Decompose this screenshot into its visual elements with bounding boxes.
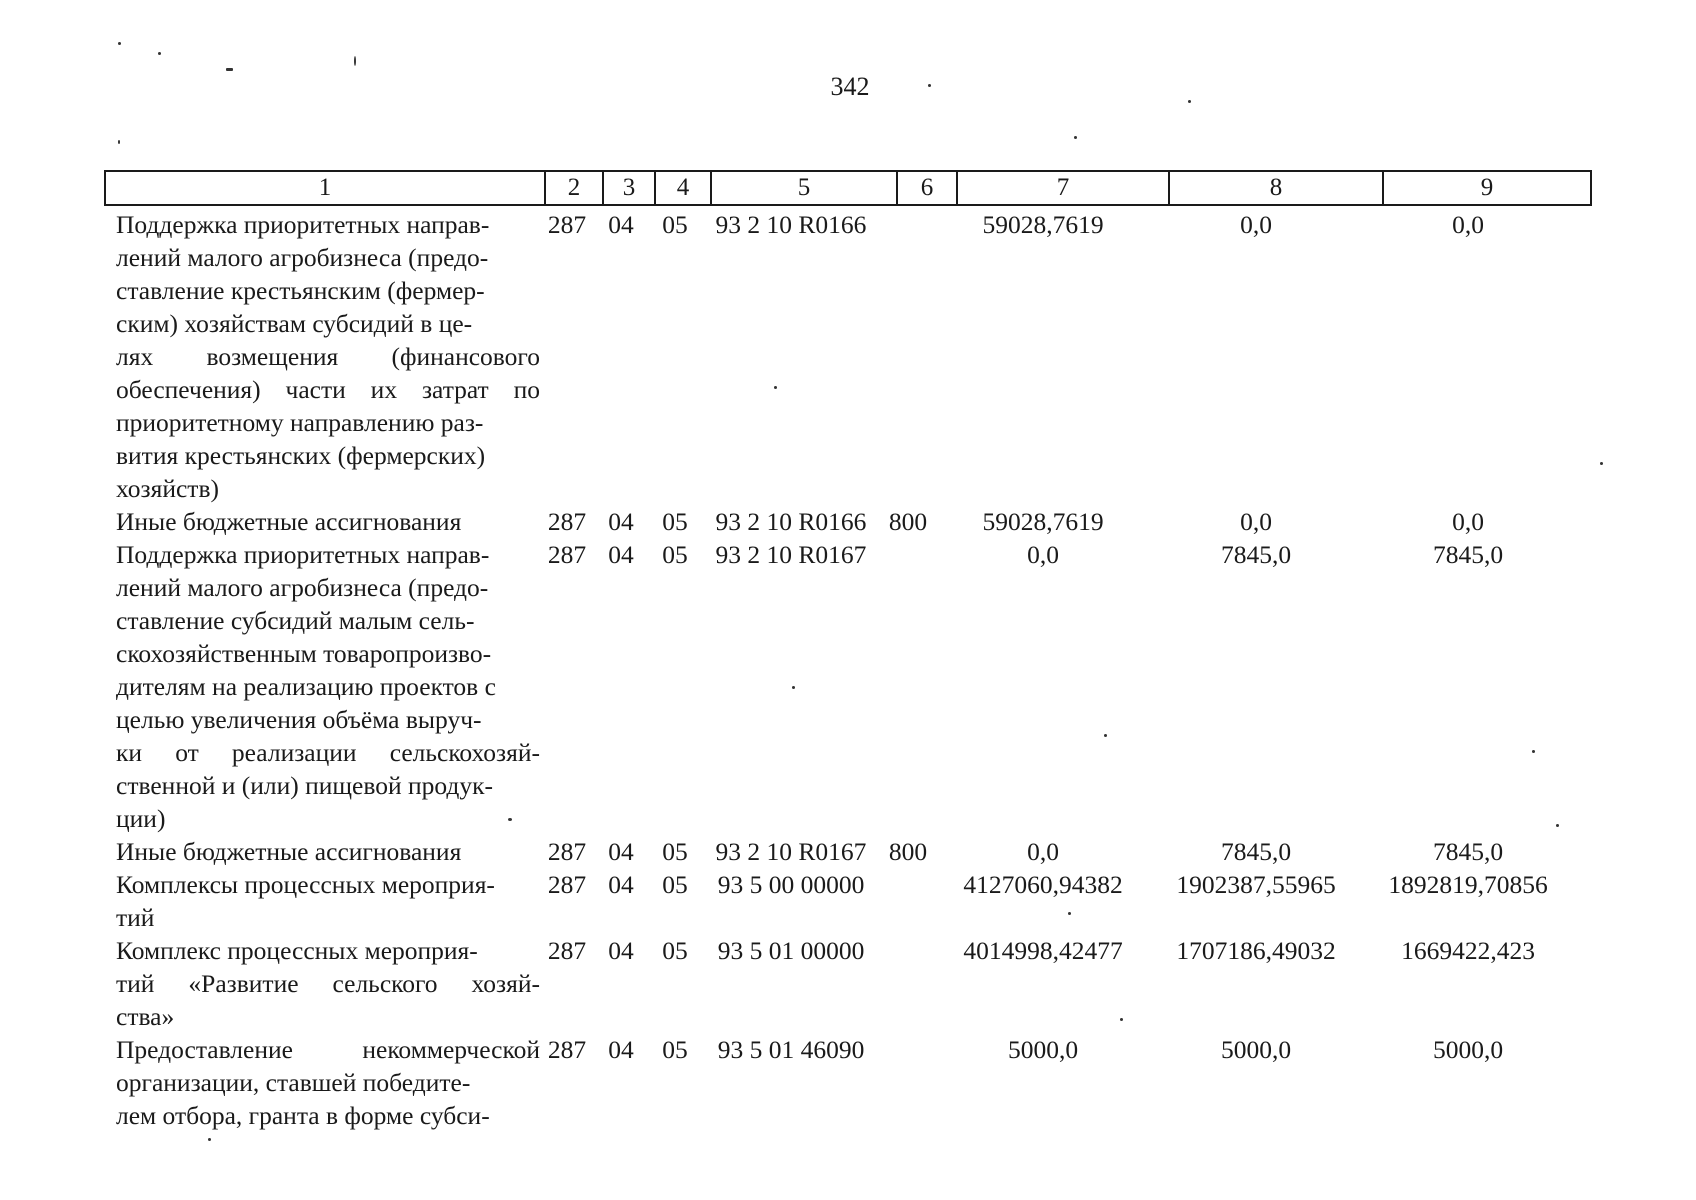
column-header-row	[105, 171, 1591, 205]
description-line: ки от реализации сельскохозяй-	[116, 738, 540, 767]
column-header: 9	[1383, 171, 1591, 205]
description-line: лях возмещения (финансового	[116, 342, 540, 371]
row-description	[116, 505, 540, 538]
cell-amount-col9: 7845,0	[1432, 837, 1504, 866]
column-header: 5	[711, 171, 897, 205]
description-line: ставление крестьянским (фермер-	[116, 276, 485, 305]
cell-target-article: 93 5 00 00000	[717, 870, 865, 899]
cell-amount-col8: 5000,0	[1220, 1035, 1292, 1064]
description-line: ставление субсидий малым сель-	[116, 606, 475, 635]
cell-expense-type: 800	[888, 837, 928, 866]
description-line: целью увеличения объёма выруч-	[116, 705, 482, 734]
row-description	[116, 868, 540, 934]
description-line: Поддержка приоритетных направ-	[116, 540, 490, 569]
cell-amount-col7: 59028,7619	[982, 507, 1104, 536]
cell-section: 04	[608, 837, 634, 866]
description-line: вития крестьянских (фермерских)	[116, 441, 486, 470]
cell-admin-code: 287	[547, 540, 587, 569]
cell-target-article: 93 2 10 R0166	[715, 210, 867, 239]
description-line: лений малого агробизнеса (предо-	[116, 243, 489, 272]
scan-speck	[1074, 136, 1077, 139]
description-line: Комплексы процессных мероприя-	[116, 870, 495, 899]
description-line: ским) хозяйствам субсидий в це-	[116, 309, 473, 338]
cell-target-article: 93 5 01 46090	[717, 1035, 865, 1064]
cell-amount-col9: 1892819,70856	[1388, 870, 1548, 899]
table-row	[116, 208, 1606, 505]
column-header: 4	[655, 171, 711, 205]
table-row	[116, 505, 1606, 538]
description-line: тий «Развитие сельского хозяй-	[116, 969, 540, 998]
cell-amount-col7: 4014998,42477	[963, 936, 1123, 965]
cell-expense-type: 800	[888, 507, 928, 536]
page-number: 342	[830, 72, 870, 101]
scan-speck	[118, 140, 120, 144]
cell-amount-col7: 59028,7619	[982, 210, 1104, 239]
description-line: приоритетному направлению раз-	[116, 408, 484, 437]
cell-amount-col8: 1902387,55965	[1176, 870, 1336, 899]
table-row	[116, 1033, 1606, 1132]
table-row	[116, 868, 1606, 934]
description-line: Иные бюджетные ассигнования	[116, 837, 462, 866]
cell-subsection: 05	[662, 540, 688, 569]
cell-amount-col8: 7845,0	[1220, 540, 1292, 569]
cell-admin-code: 287	[547, 870, 587, 899]
cell-subsection: 05	[662, 870, 688, 899]
description-line: лений малого агробизнеса (предо-	[116, 573, 489, 602]
cell-target-article: 93 2 10 R0167	[715, 540, 867, 569]
cell-amount-col9: 0,0	[1452, 507, 1484, 536]
description-line: Поддержка приоритетных направ-	[116, 210, 490, 239]
cell-amount-col8: 0,0	[1240, 210, 1272, 239]
scan-speck	[208, 1138, 211, 1141]
cell-amount-col8: 7845,0	[1220, 837, 1292, 866]
table-row	[116, 835, 1606, 868]
column-header: 3	[603, 171, 655, 205]
cell-section: 04	[608, 540, 634, 569]
description-line: обеспечения) части их затрат по	[116, 375, 540, 404]
cell-amount-col9: 0,0	[1452, 210, 1484, 239]
row-description	[116, 1033, 540, 1132]
cell-target-article: 93 2 10 R0166	[715, 507, 867, 536]
cell-section: 04	[608, 507, 634, 536]
column-header-table	[104, 170, 1592, 206]
description-line: лем отбора, гранта в форме субси-	[116, 1101, 490, 1130]
row-description	[116, 208, 540, 505]
description-line: тий	[116, 903, 155, 932]
column-header: 8	[1169, 171, 1383, 205]
cell-section: 04	[608, 936, 634, 965]
cell-admin-code: 287	[547, 507, 587, 536]
column-header: 1	[105, 171, 545, 205]
scan-speck	[118, 42, 121, 45]
cell-amount-col9: 7845,0	[1432, 540, 1504, 569]
column-header: 6	[897, 171, 957, 205]
cell-section: 04	[608, 1035, 634, 1064]
scan-speck	[226, 68, 233, 71]
column-header: 2	[545, 171, 603, 205]
scan-speck	[158, 52, 161, 55]
cell-amount-col8: 1707186,49032	[1176, 936, 1336, 965]
description-line: организации, ставшей победите-	[116, 1068, 471, 1097]
row-description	[116, 835, 540, 868]
scan-speck	[354, 56, 356, 66]
description-line: дителям на реализацию проектов с	[116, 672, 496, 701]
description-line: ции)	[116, 804, 166, 833]
description-line: Иные бюджетные ассигнования	[116, 507, 462, 536]
cell-admin-code: 287	[547, 936, 587, 965]
cell-section: 04	[608, 210, 634, 239]
table-row	[116, 538, 1606, 835]
cell-amount-col9: 5000,0	[1432, 1035, 1504, 1064]
description-line: ства»	[116, 1002, 175, 1031]
cell-subsection: 05	[662, 1035, 688, 1064]
cell-subsection: 05	[662, 507, 688, 536]
cell-amount-col7: 0,0	[1027, 540, 1059, 569]
cell-target-article: 93 5 01 00000	[717, 936, 865, 965]
cell-amount-col7: 5000,0	[1007, 1035, 1079, 1064]
description-line: ственной и (или) пищевой продук-	[116, 771, 494, 800]
cell-target-article: 93 2 10 R0167	[715, 837, 867, 866]
cell-amount-col7: 0,0	[1027, 837, 1059, 866]
scan-speck	[928, 84, 931, 87]
description-line: Комплекс процессных мероприя-	[116, 936, 478, 965]
cell-admin-code: 287	[547, 837, 587, 866]
scan-speck	[1188, 100, 1191, 103]
column-header: 7	[957, 171, 1169, 205]
cell-subsection: 05	[662, 210, 688, 239]
table-row	[116, 934, 1606, 1033]
budget-table-body	[116, 208, 1606, 1132]
cell-amount-col7: 4127060,94382	[963, 870, 1123, 899]
description-line: хозяйств)	[116, 474, 219, 503]
cell-amount-col8: 0,0	[1240, 507, 1272, 536]
cell-subsection: 05	[662, 936, 688, 965]
cell-admin-code: 287	[547, 1035, 587, 1064]
cell-amount-col9: 1669422,423	[1401, 936, 1535, 965]
cell-subsection: 05	[662, 837, 688, 866]
row-description	[116, 934, 540, 1033]
cell-section: 04	[608, 870, 634, 899]
cell-admin-code: 287	[547, 210, 587, 239]
description-line: скохозяйственным товаропроизво-	[116, 639, 492, 668]
description-line: Предоставление некоммерческой	[116, 1035, 540, 1064]
row-description	[116, 538, 540, 835]
